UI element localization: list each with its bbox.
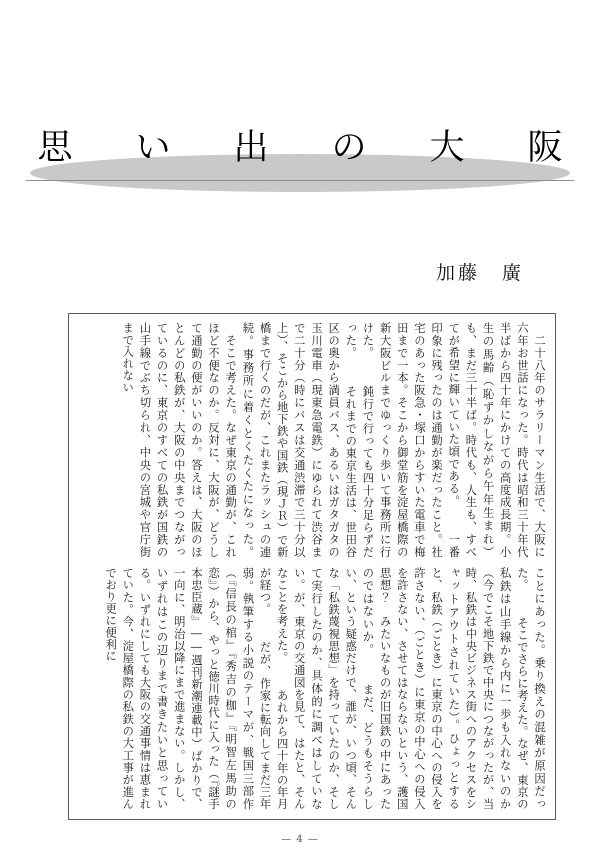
- article-body-frame: [68, 313, 556, 820]
- title-horizontal-rule: [26, 180, 574, 181]
- title-area: [0, 120, 600, 200]
- article-lower-columns: [69, 567, 556, 810]
- page-number: — 4 —: [281, 834, 319, 845]
- article-text-upper: 二十八年のサラリーマン生活で、大阪に六年お世話になった。時代は昭和三十年代半ばから四十年にかけての高度成長期。小生の馬齢（恥ずかしながら午年生まれ）も、まだ三十半ば。時代も、人生も、すべてが希望に輝いていた頃である。 一番印象に残ったのは通勤が楽だったこと。社宅のあった阪急・塚口からすいた電車で梅田まで一本。そこから御堂筋を淀屋橋際の新大阪ビルまでゆっくり歩いて事務所に行けた。 鈍行で行っても四十分足らずだった。 それまでの東京生活は、世田谷区の奥から満員バス、あるいはガタガタの玉川電車（現東急電鉄）にゆられて渋谷まで二十分（時にバスは交通渋滞で三十分以上）、そこから地下鉄や国鉄（現ＪＲ）で新橋まで行くのだが、これまたラッシュの連続。事務所に着くとくたくたになった。 そこで考えた。なぜ東京の通勤が、これほど不便なのか。反対に、大阪が、どうして通勤の便がいいのか。答えは、大阪のほとんどの私鉄が、大阪の中央までつながっているのに、東京のすべての私鉄が国鉄の山手線でぶち切られ、中央の宮城や官庁街まで入れない: [121, 322, 546, 558]
- author-name: 加藤 廣: [435, 262, 524, 284]
- page-title: 思 い 出 の 大 阪: [37, 128, 577, 168]
- article-upper-columns: [69, 322, 556, 558]
- article-text-lower: ことにあった。乗り換えの混雑が原因だった。 そこでさらに考えた。なぜ、東京の私鉄は山手線から内に一歩も入れないのか（今でこそ地下鉄で中央につながったが、当時、私鉄は中央ビジネス街へのアクセスをシャットアウトされていた）。ひょっとすると、私鉄（ごとき）に東京の中心への侵入を許さない、（ごとき）に東京の中心への侵入を許さない、させてはならないという、護国思想？ みたいなものが旧国鉄の中にあったのではないか。 まだ、どうもそうらしい、という疑惑だけで、誰が、いつ頃、そんな「私鉄蔑視思想」を持っていたのか、そして実行したのか、具体的に調べはしていない。が、東京の交通図を見て、はたと、そんなことを考えた。 あれから四十年の年月が経つ。 だが、作家に転向してまだ三年弱。執筆する小説のテーマが、戦国三部作（『信長の棺』『秀吉の枷』『明智左馬助の恋』）から、やっと徳川時代に入った（『謎手本忠臣蔵』――週刊新潮連載中）ばかりで、一向に、明治以降にまで進まない。しかし、いずれはこの辺りまで書きたいと思っている。いずれにしても大阪の交通事情は恵まれていた。今、淀屋橋際の私鉄の大工事が進んでおり更に便利に: [104, 567, 546, 810]
